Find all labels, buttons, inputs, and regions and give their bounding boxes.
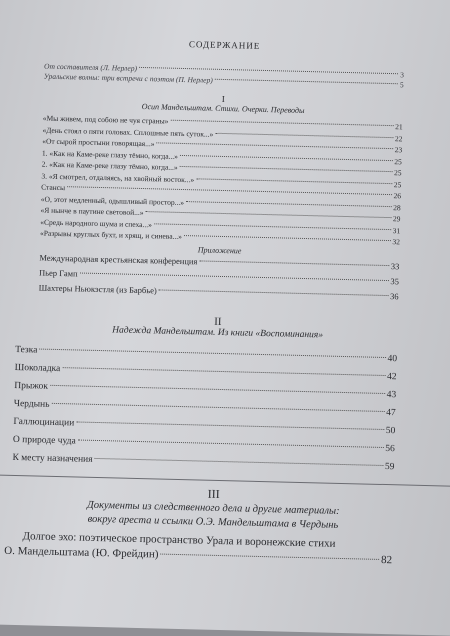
- dot-leader: [186, 201, 391, 207]
- section-2: [12, 311, 398, 476]
- toc-entry-page: 29: [392, 214, 401, 224]
- dot-leader: [215, 79, 398, 84]
- toc-entry-title: 1. «Как на Каме-реке глазу тёмно, когда...»: [41, 148, 179, 161]
- toc-entry-page: 25: [393, 168, 402, 178]
- section-3-title-line-2: вокруг ареста и ссылки О.Э. Мандельштама в Чердынь: [87, 513, 339, 531]
- dot-leader: [154, 223, 391, 230]
- toc-entry-title: «Я нынче в паутине световой...»: [40, 205, 144, 218]
- dot-leader: [196, 178, 392, 184]
- dot-leader: [39, 348, 385, 357]
- table-of-contents: [4, 36, 405, 568]
- toc-entry-page: 26: [393, 191, 402, 201]
- dot-leader: [62, 367, 385, 376]
- toc-entry-page: 32: [392, 237, 401, 247]
- section-1: [38, 90, 403, 304]
- dot-leader: [160, 553, 379, 559]
- toc-entry-title: К месту назначения: [12, 452, 93, 465]
- page-title: СОДЕРЖАНИЕ: [188, 39, 261, 51]
- dot-leader: [139, 67, 398, 74]
- toc-entry-title: 2. «Как на Каме-реке глазу тёмно, когда...»: [41, 159, 178, 172]
- dot-leader: [180, 154, 392, 160]
- toc-entry-title: От составителя (Л. Нерлер): [43, 61, 138, 73]
- toc-entry-title: Пьер Гамп: [38, 267, 78, 278]
- toc-entry-title: «Средь народного шума и спеха...»: [40, 217, 153, 229]
- dot-leader: [199, 260, 388, 266]
- toc-entry-title: Тезка: [15, 344, 38, 355]
- dot-leader: [146, 211, 391, 218]
- toc-entry-title: Уральские волны: три встречи с поэтом (П. Нерлер): [43, 71, 213, 85]
- toc-entry-page: 33: [390, 260, 400, 271]
- toc-entry-title: Чердынь: [13, 398, 50, 410]
- toc-entry-page: 31: [392, 225, 401, 235]
- dot-leader: [78, 439, 384, 447]
- appendix-heading: Приложение: [197, 244, 242, 255]
- dot-leader: [52, 402, 385, 411]
- toc-entry-page: 23: [394, 145, 403, 155]
- toc-entry-page: 82: [380, 553, 393, 566]
- toc-entry-page: 50: [385, 425, 396, 436]
- section-1-title: Осип Мандельштам. Стихи. Очерки. Переводы: [141, 101, 305, 115]
- toc-entry-title: 3. «Я смотрел, отдаляясь, на хвойный восток...»: [41, 171, 195, 184]
- toc-entry-title: Международная крестьянская конференция: [39, 252, 198, 266]
- toc-entry-page: 22: [394, 133, 403, 143]
- dot-leader: [157, 142, 393, 149]
- toc-entry-title: Шахтеры Ньюкэстля (из Барбье): [38, 282, 157, 295]
- dot-leader: [95, 457, 383, 465]
- toc-entry-title: О природе чуда: [12, 434, 76, 446]
- toc-entry-title: «Разрывы круглых бухт, и хрящ, и синева...»: [39, 228, 183, 241]
- toc-entry-page: 3: [400, 70, 405, 80]
- toc-entry-title: «День стоял о пяти головах. Сплошные пять суток...»: [42, 125, 214, 139]
- toc-entry-title-line-1: Долгое эхо: поэтическое пространство Урала и воронежские стихи: [22, 529, 336, 550]
- toc-entry-page: 56: [385, 443, 395, 454]
- section-2-title: Надежда Мандельштам. Из книги «Воспоминания»: [112, 324, 324, 340]
- dot-leader: [215, 132, 393, 137]
- toc-entry-title: Прыжок: [14, 380, 49, 392]
- section-3-numeral: III: [207, 486, 220, 501]
- dot-leader: [76, 421, 384, 430]
- toc-entry-title: Шоколадка: [14, 362, 61, 374]
- toc-entry-page: 36: [389, 290, 399, 301]
- dot-leader: [180, 166, 392, 172]
- toc-entry-title: «Мы живем, под собою не чуя страны»: [42, 113, 169, 126]
- toc-entry-title: «О, этот медленный, одышливый простор...»: [40, 194, 185, 207]
- toc-entry-page: 43: [386, 389, 397, 400]
- toc-entry-page: 25: [394, 156, 402, 166]
- toc-entry-page: 59: [384, 461, 395, 472]
- dot-leader: [184, 235, 390, 241]
- section-1-numeral: I: [221, 93, 225, 105]
- toc-entry-page: 25: [393, 179, 402, 189]
- section-3-list: [4, 528, 393, 567]
- section-3-title-line-1: Документы из следственного дела и другие материалы:: [86, 499, 340, 517]
- dot-leader: [50, 384, 385, 393]
- section-3: [4, 475, 394, 568]
- toc-entry-title: Стансы: [41, 182, 66, 193]
- toc-entry-page: 5: [399, 80, 404, 90]
- dot-leader: [170, 120, 393, 126]
- section-2-numeral: II: [214, 315, 222, 328]
- dot-leader: [80, 272, 389, 281]
- toc-entry-page: 40: [387, 353, 398, 364]
- toc-entry-page: 28: [393, 202, 401, 212]
- toc-entry-page: 42: [386, 371, 397, 382]
- section-2-list: [12, 340, 397, 475]
- toc-entry-page: 35: [390, 275, 400, 286]
- toc-entry-title-line-2: О. Мандельштама (Ю. Фрейдин): [4, 544, 159, 561]
- toc-entry-page: 21: [395, 122, 403, 132]
- toc-entry-title: Галлюцинации: [13, 416, 75, 428]
- toc-entry-title: «От сырой простыни говорящая...»: [42, 136, 155, 149]
- dot-leader: [159, 289, 388, 296]
- toc-entry-page: 47: [386, 407, 396, 418]
- intro-block: [44, 62, 404, 91]
